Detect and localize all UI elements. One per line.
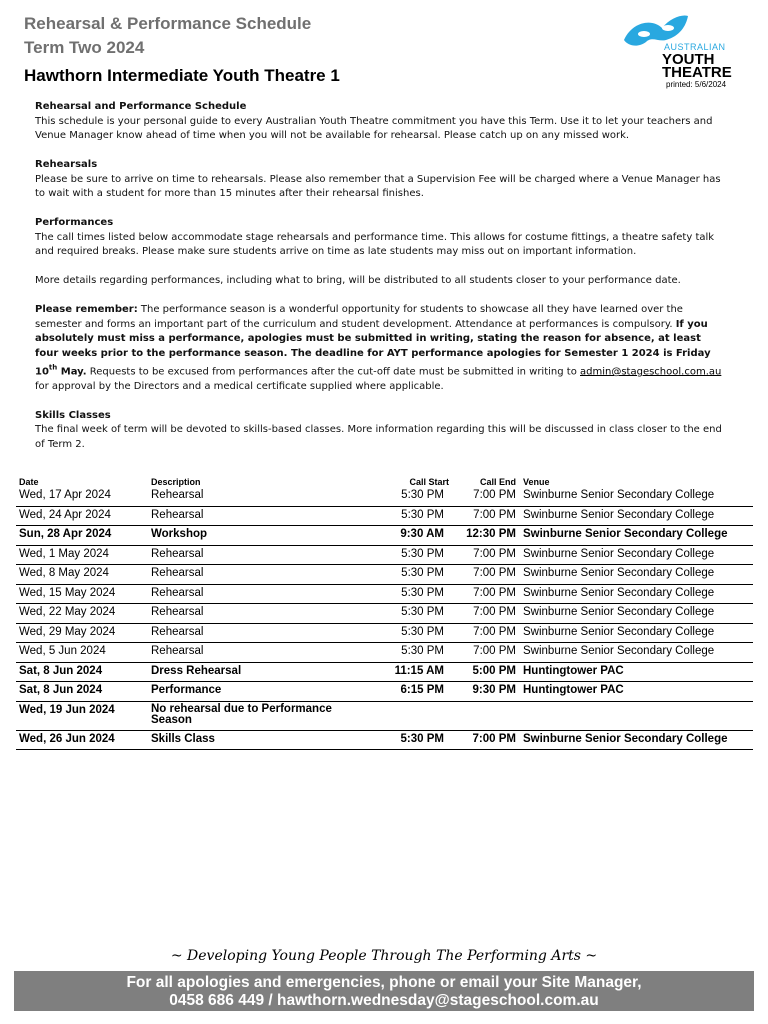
cell-venue: Huntingtower PAC — [523, 684, 624, 696]
cell-description: Skills Class — [151, 732, 215, 745]
cell-call-end: 7:00 PM — [473, 625, 516, 638]
cell-call-start: 5:30 PM — [401, 645, 444, 657]
cell-date: Wed, 1 May 2024 — [19, 547, 109, 560]
intro-text — [35, 100, 725, 467]
cell-call-start: 5:30 PM — [401, 606, 444, 618]
header-call-end: Call End — [479, 477, 516, 487]
cell-description: Rehearsal — [151, 625, 204, 638]
cell-date: Wed, 15 May 2024 — [19, 586, 116, 599]
section-heading: Rehearsals — [35, 159, 98, 170]
cell-venue: Huntingtower PAC — [523, 664, 624, 677]
cell-call-start: 6:15 PM — [400, 684, 444, 696]
cell-call-start: 5:30 PM — [401, 489, 444, 501]
remember-bold: If you absolutely must miss a performance, apologies must be submitted in writing, stating the reason for absence, at least four weeks prior to the performance season. The deadline for AYT performance apologies for Semester 1 2024 is Friday 10 — [35, 318, 711, 378]
table-row — [16, 526, 753, 546]
cell-venue: Swinburne Senior Secondary College — [523, 606, 715, 618]
cell-call-start: 5:30 PM — [400, 732, 444, 745]
cell-call-start: 5:30 PM — [401, 625, 444, 638]
cell-call-end: 9:30 PM — [472, 684, 516, 696]
cell-call-end: 7:00 PM — [473, 645, 516, 657]
cell-call-start: 11:15 AM — [394, 664, 444, 677]
cell-description: Performance — [151, 684, 222, 696]
cell-call-start: 5:30 PM — [401, 586, 444, 599]
cell-date: Wed, 8 May 2024 — [19, 567, 109, 579]
table-body — [16, 487, 753, 750]
table-row — [16, 565, 753, 585]
cell-call-end: 7:00 PM — [473, 586, 516, 599]
cell-date: Sat, 8 Jun 2024 — [19, 664, 103, 677]
table-row — [16, 507, 753, 527]
remember-bold-2: May. — [57, 366, 87, 378]
remember-text: The performance season is a wonderful opportunity for students to showcase all they have learned over the semester and forms an important part of the curriculum and student development. Attendance at performances is compulsory. — [35, 304, 683, 330]
cell-call-end: 7:00 PM — [472, 732, 516, 745]
cell-venue: Swinburne Senior Secondary College — [523, 528, 728, 540]
group-name: Hawthorn Intermediate Youth Theatre 1 — [24, 66, 340, 85]
section-heading: Performances — [35, 217, 114, 228]
cell-date: Wed, 19 Jun 2024 — [19, 703, 115, 716]
cell-date: Wed, 22 May 2024 — [19, 606, 116, 618]
cell-venue: Swinburne Senior Secondary College — [523, 732, 728, 745]
cell-call-end: 7:00 PM — [473, 508, 516, 521]
cell-description: Rehearsal — [151, 586, 204, 599]
cell-call-start: 9:30 AM — [400, 528, 444, 540]
cell-venue: Swinburne Senior Secondary College — [523, 645, 715, 657]
section-body: The call times listed below accommodate stage rehearsals and performance time. This allows for costume fittings, a theatre safety talk and required breaks. Please make sure students arrive on time as late students may miss out on important information. — [35, 231, 715, 257]
intro-section-remember — [35, 303, 725, 394]
cell-call-start: 5:30 PM — [401, 508, 444, 521]
table-header — [16, 475, 753, 487]
table-row — [16, 624, 753, 644]
table-row — [16, 487, 753, 507]
table-row — [16, 663, 753, 683]
cell-description: Rehearsal — [151, 645, 204, 657]
section-body: The final week of term will be devoted to skills-based classes. More information regarding this will be discussed in class closer to the end of Term 2. — [35, 424, 722, 450]
cell-venue: Swinburne Senior Secondary College — [523, 547, 715, 560]
table-row — [16, 702, 753, 731]
cell-venue: Swinburne Senior Secondary College — [523, 489, 715, 501]
cell-call-end: 7:00 PM — [473, 567, 516, 579]
cell-call-end: 7:00 PM — [473, 606, 516, 618]
header-description: Description — [151, 477, 201, 487]
remember-label: Please remember: — [35, 304, 138, 315]
intro-section-skills — [35, 409, 725, 453]
cell-call-start: 5:30 PM — [401, 567, 444, 579]
cell-venue: Swinburne Senior Secondary College — [523, 567, 715, 579]
cell-venue: Swinburne Senior Secondary College — [523, 586, 715, 599]
admin-email-link[interactable]: admin@stageschool.com.au — [580, 366, 722, 378]
table-row — [16, 604, 753, 624]
section-body: Please be sure to arrive on time to rehearsals. Please also remember that a Supervision Fee will be charged where a Venue Manager has to wait with a student for more than 15 minutes after their rehearsal finishes. — [35, 173, 721, 199]
table-row — [16, 643, 753, 663]
schedule-table — [16, 475, 753, 750]
section-heading: Rehearsal and Performance Schedule — [35, 101, 247, 112]
header-venue: Venue — [523, 477, 550, 487]
tagline: ~ Developing Young People Through The Performing Arts ~ — [170, 948, 598, 964]
cell-description: No rehearsal due to Performance Season — [151, 702, 332, 726]
intro-section-performances — [35, 216, 725, 260]
header-call-start: Call Start — [409, 477, 449, 487]
cell-description: Dress Rehearsal — [151, 664, 242, 677]
cell-call-end: 7:00 PM — [473, 489, 516, 501]
remember-text-3: for approval by the Directors and a medical certificate supplied where applicable. — [35, 380, 444, 392]
cell-description: Rehearsal — [151, 547, 204, 560]
footer-line-1: For all apologies and emergencies, phone or email your Site Manager, — [126, 974, 642, 991]
cell-description: Rehearsal — [151, 606, 204, 618]
cell-date: Wed, 24 Apr 2024 — [19, 508, 111, 521]
table-row — [16, 731, 753, 751]
cell-date: Sun, 28 Apr 2024 — [19, 528, 112, 540]
cell-call-end: 12:30 PM — [466, 528, 516, 540]
section-body-details: More details regarding performances, including what to bring, will be distributed to all students closer to your performance date. — [35, 275, 681, 286]
term-label: Term Two 2024 — [24, 38, 145, 57]
header-date: Date — [19, 477, 39, 487]
cell-call-start: 5:30 PM — [401, 547, 444, 560]
cell-venue: Swinburne Senior Secondary College — [523, 508, 715, 521]
schedule-title: Rehearsal & Performance Schedule — [24, 14, 312, 33]
intro-section-schedule — [35, 100, 725, 144]
cell-date: Wed, 26 Jun 2024 — [19, 732, 115, 745]
remember-sup: th — [48, 364, 58, 372]
logo-youth: YOUTH — [662, 51, 715, 68]
section-heading: Skills Classes — [35, 409, 111, 421]
logo-theatre: THEATRE — [662, 64, 732, 81]
table-row — [16, 585, 753, 605]
table-row — [16, 546, 753, 566]
cell-call-end: 7:00 PM — [473, 547, 516, 560]
table-row — [16, 682, 753, 702]
cell-venue: Swinburne Senior Secondary College — [523, 625, 715, 638]
remember-text-2: Requests to be excused from performances after the cut-off date must be submitted in writing to — [86, 366, 580, 378]
cell-date: Sat, 8 Jun 2024 — [19, 684, 103, 696]
cell-description: Workshop — [151, 528, 208, 540]
contact-footer — [14, 971, 754, 1011]
cell-date: Wed, 29 May 2024 — [19, 625, 116, 638]
section-body: This schedule is your personal guide to every Australian Youth Theatre commitment you have this Term. Use it to let your teachers and Venue Manager know ahead of time when you will not be available for rehearsal. Please catch up on any missed work. — [35, 115, 713, 141]
cell-description: Rehearsal — [151, 489, 204, 501]
printed-date: printed: 5/6/2024 — [666, 80, 727, 89]
ayt-logo — [622, 12, 732, 92]
intro-section-rehearsals — [35, 158, 725, 202]
cell-description: Rehearsal — [151, 567, 204, 579]
cell-description: Rehearsal — [151, 508, 204, 521]
logo-australian: AUSTRALIAN — [664, 42, 726, 52]
footer-contact: 0458 686 449 / hawthorn.wednesday@stageschool.com.au — [169, 992, 599, 1009]
cell-date: Wed, 17 Apr 2024 — [19, 489, 111, 501]
cell-date: Wed, 5 Jun 2024 — [19, 645, 106, 657]
cell-call-end: 5:00 PM — [472, 664, 516, 677]
